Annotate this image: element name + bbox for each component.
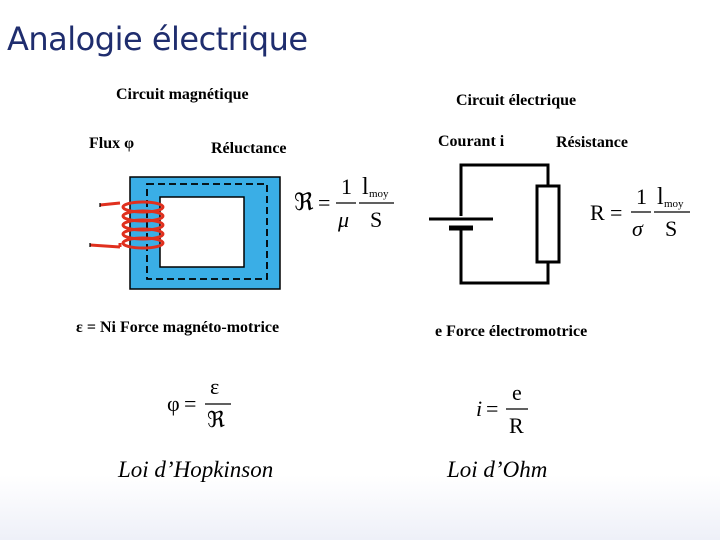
resistance-symbol: R bbox=[590, 200, 605, 225]
ohm-equals: = bbox=[486, 396, 499, 421]
ohm-law-label: Loi d’Ohm bbox=[447, 457, 548, 482]
reluctance-one: 1 bbox=[341, 174, 352, 199]
ohm-formula bbox=[470, 378, 540, 438]
resistance-one: 1 bbox=[636, 184, 647, 209]
magnetic-circuit-heading: Circuit magnétique bbox=[116, 86, 249, 103]
hopkinson-phi: φ bbox=[167, 391, 180, 416]
ohm-numerator: e bbox=[512, 380, 522, 405]
electromotive-force-text: e Force électromotrice bbox=[435, 323, 588, 340]
resistor bbox=[537, 186, 559, 262]
resistance-formula bbox=[588, 180, 698, 242]
hopkinson-law-label: Loi d’Hopkinson bbox=[118, 457, 274, 482]
reluctance-equals: = bbox=[318, 190, 331, 215]
flux-label: Flux φ bbox=[89, 135, 135, 152]
resistance-l: l bbox=[657, 184, 664, 210]
reluctance-formula bbox=[292, 172, 402, 234]
resistance-equals: = bbox=[610, 200, 623, 225]
resistance-sigma: σ bbox=[632, 216, 643, 241]
electric-circuit-diagram bbox=[425, 160, 575, 290]
hopkinson-equals: = bbox=[184, 391, 197, 416]
hopkinson-denominator: ℜ bbox=[207, 407, 225, 432]
magnetic-circuit-diagram bbox=[85, 175, 285, 295]
hopkinson-formula bbox=[165, 372, 240, 432]
resistance-moy: moy bbox=[664, 198, 684, 210]
magnetomotive-force-text: ε = Ni Force magnéto-motrice bbox=[76, 319, 280, 336]
reluctance-moy: moy bbox=[369, 188, 389, 200]
ohm-denominator: R bbox=[509, 413, 524, 438]
core-window bbox=[160, 197, 244, 267]
reluctance-s: S bbox=[370, 207, 383, 232]
hopkinson-numerator: ε bbox=[210, 374, 220, 399]
slide-title: Analogie électrique bbox=[7, 20, 308, 58]
current-label: Courant i bbox=[438, 133, 505, 150]
resistance-label: Résistance bbox=[556, 134, 628, 151]
reluctance-l: l bbox=[362, 174, 369, 200]
ohm-i: i bbox=[476, 396, 483, 421]
reluctance-mu: μ bbox=[338, 207, 350, 232]
circuit-wires bbox=[461, 165, 548, 283]
reluctance-symbol: ℜ bbox=[294, 190, 314, 216]
electric-circuit-heading: Circuit électrique bbox=[456, 92, 577, 109]
resistance-s: S bbox=[665, 216, 678, 241]
reluctance-label: Réluctance bbox=[211, 140, 287, 157]
